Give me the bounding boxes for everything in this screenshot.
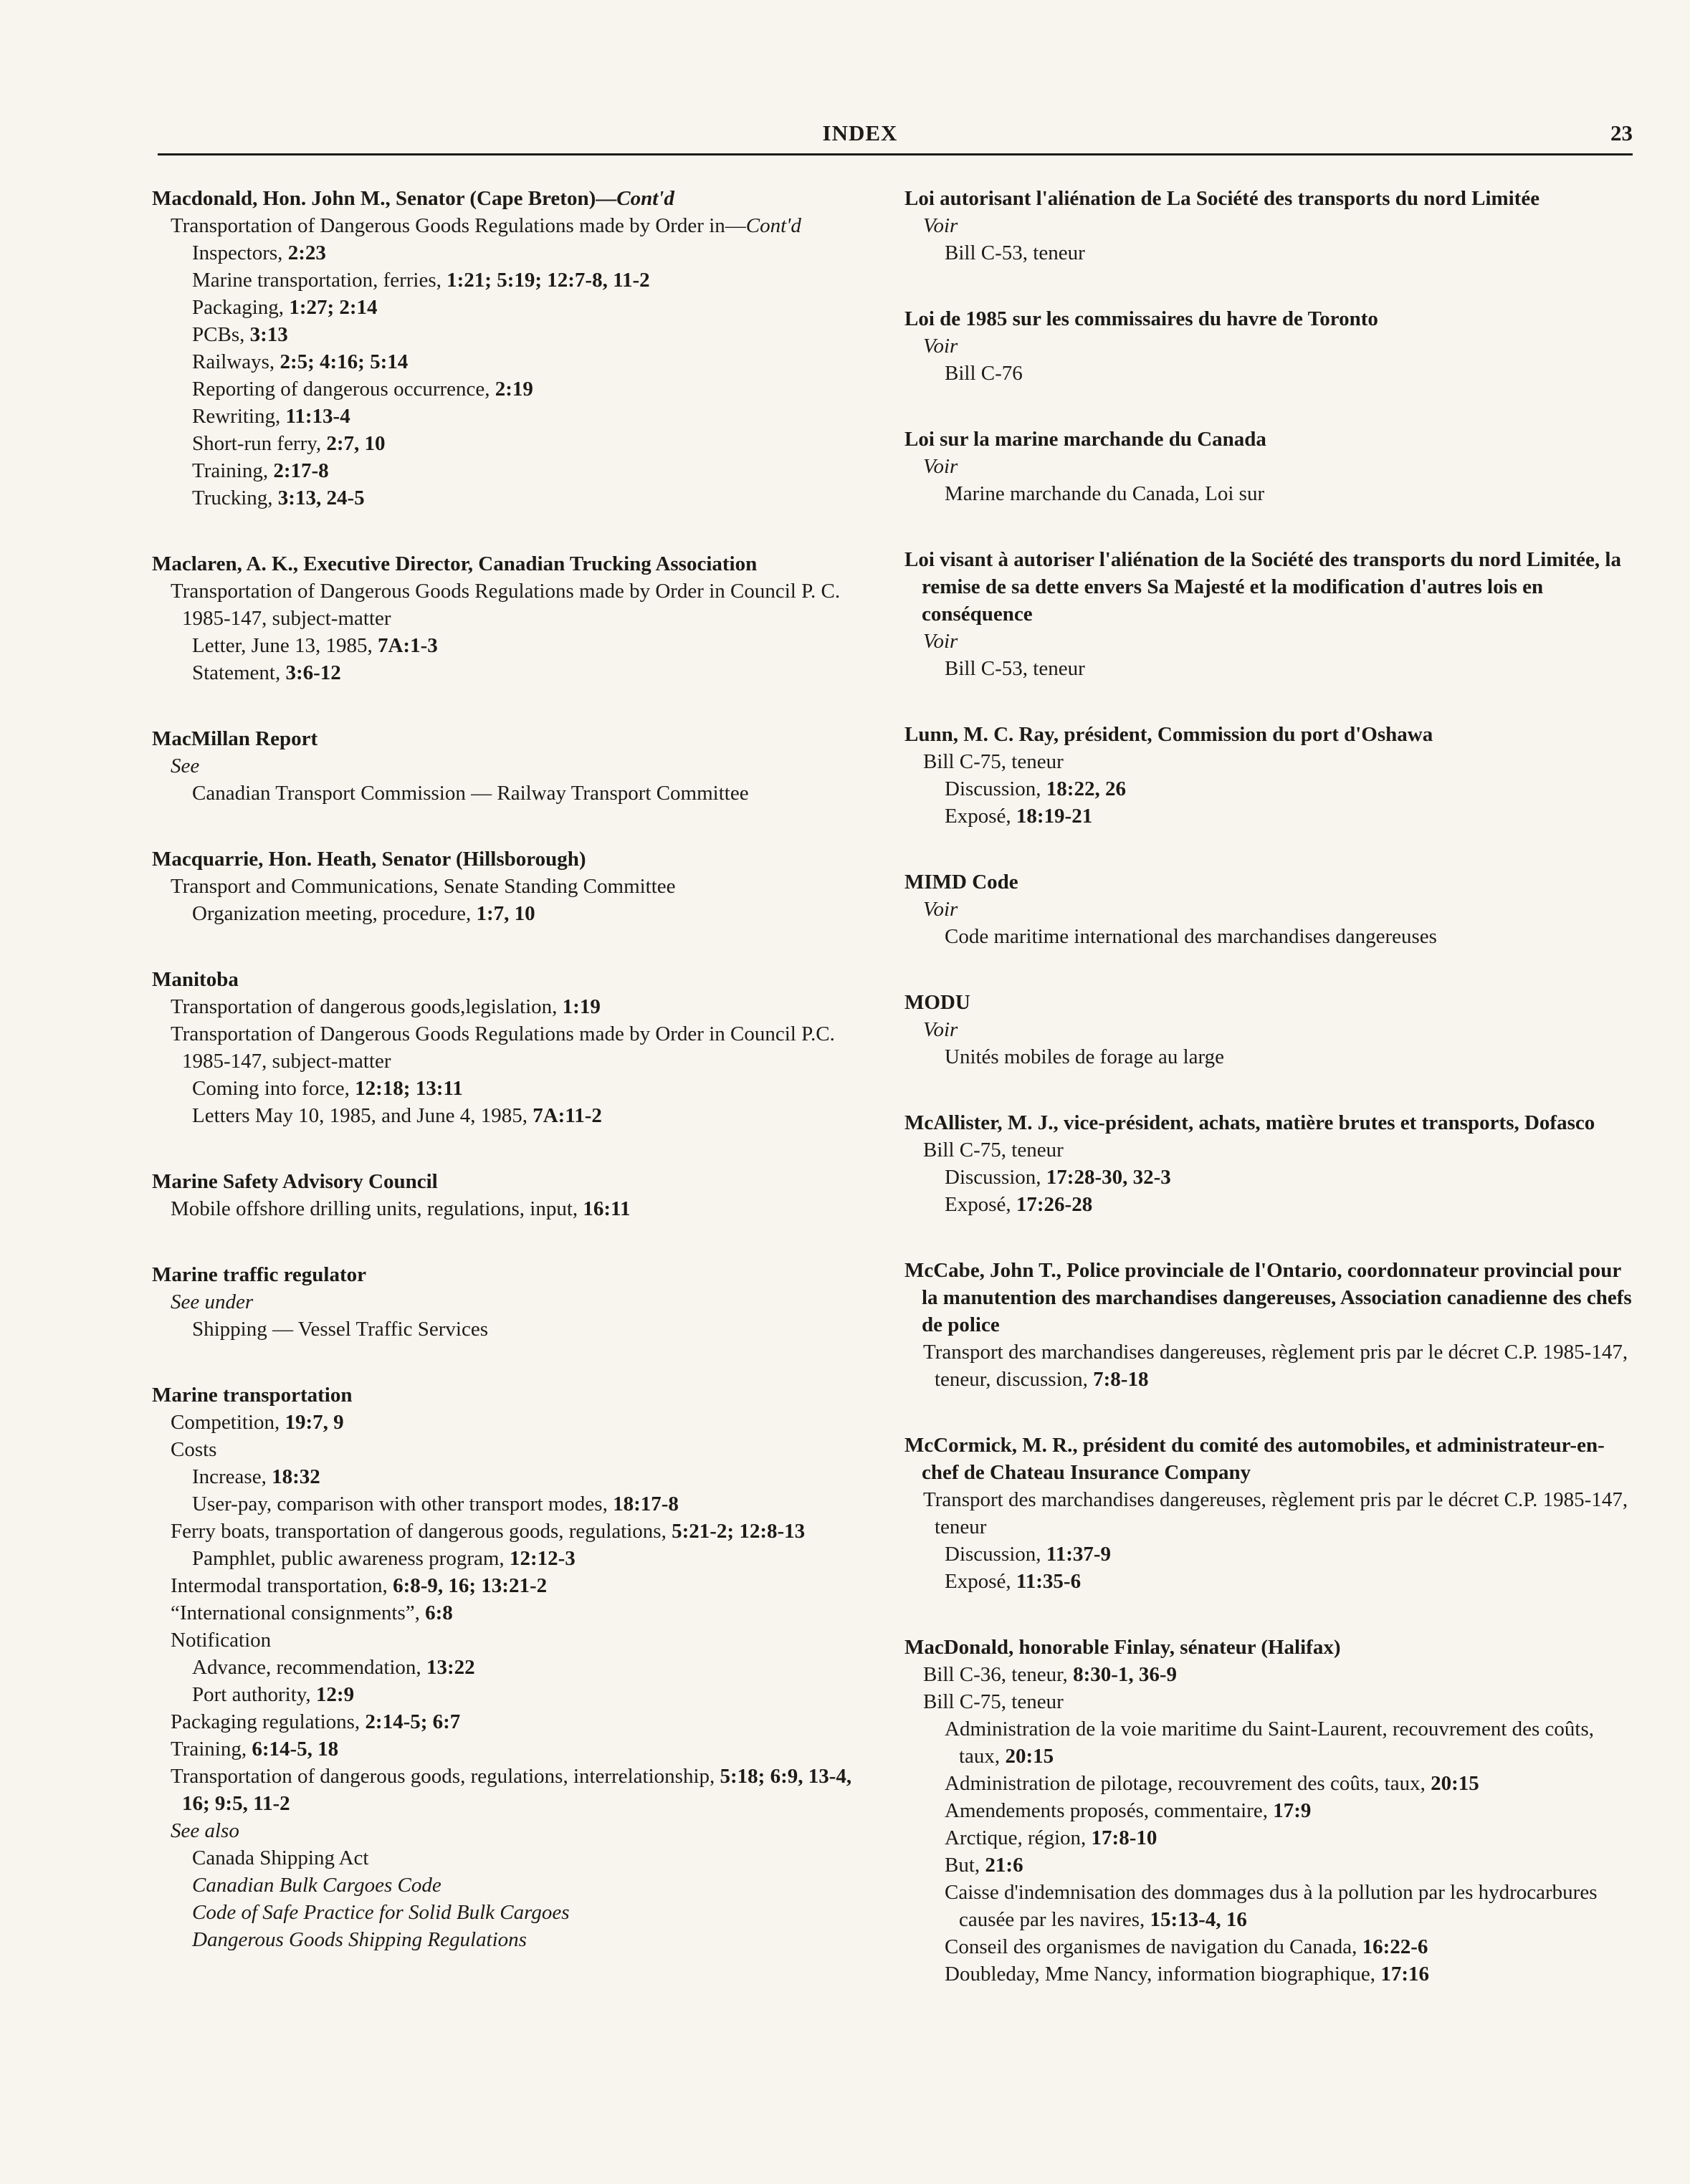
subentry-text: Voir [923,630,958,653]
heading-text: McCabe, John T., Police provinciale de l'Ontario, coordonnateur provincial pour la manutention des marchandises dangereuses, Association canadienne des chefs de police [904,1259,1632,1336]
subentry-text: Transportation of Dangerous Goods Regulations made by Order in— [171,214,746,237]
subentry-text: Administration de pilotage, recouvrement des coûts, taux, [945,1772,1431,1795]
index-entry [152,185,876,512]
subentry-text: Training, [192,459,274,482]
subentry-text: See also [171,1819,239,1842]
subentry-text: Arctique, région, [945,1826,1092,1849]
index-entry-heading [152,966,876,993]
subentry-text: Coming into force, [192,1077,355,1100]
index-entry-heading [152,1168,876,1195]
subentry-text: Notification [171,1629,272,1652]
subentry [904,1688,1633,1715]
subentry [152,1572,876,1599]
page-reference: 11:13-4 [285,405,350,428]
page-reference: 13:22 [426,1656,475,1679]
subentry [904,1797,1633,1824]
heading-text: Lunn, M. C. Ray, président, Commission du port d'Oshawa [904,723,1433,746]
subentry-text: Bill C-36, teneur, [923,1663,1074,1686]
subentry-text: Bill C-53, teneur [945,657,1085,680]
subentry [152,212,876,239]
subentry-text: Conseil des organismes de navigation du Canada, [945,1935,1362,1958]
subentry-text: Shipping — Vessel Traffic Services [192,1318,488,1341]
subentry [152,1844,876,1872]
page-reference: 3:13, 24-5 [277,487,365,509]
index-entry [904,546,1633,682]
heading-text: McAllister, M. J., vice-président, achats, matière brutes et transports, Dofasco [904,1111,1595,1134]
heading-text: MIMD Code [904,871,1018,894]
heading-text: Marine transportation [152,1384,353,1407]
heading-text: Loi de 1985 sur les commissaires du havre de Toronto [904,307,1378,330]
subentry-text: Amendements proposés, commentaire, [945,1799,1274,1822]
index-entry-heading [904,1634,1633,1661]
subentry [152,430,876,457]
subentry-text: Intermodal transportation, [171,1574,393,1597]
heading-text: Macdonald, Hon. John M., Senator (Cape Breton)— [152,187,617,210]
subentry [904,1770,1633,1797]
subentry-text: Code maritime international des marchandises dangereuses [945,925,1437,948]
subentry [152,1102,876,1129]
page-reference: 15:13-4, 16 [1150,1908,1247,1931]
subentry [152,348,876,375]
index-entry-heading [152,550,876,578]
subentry [152,1627,876,1654]
page-reference: 17:26-28 [1016,1193,1093,1216]
page-reference: 21:6 [985,1854,1023,1877]
subentry [904,923,1633,950]
subentry [152,1195,876,1222]
heading-text: Loi sur la marine marchande du Canada [904,428,1266,451]
page-number: 23 [1610,120,1633,145]
subentry [904,1486,1633,1541]
subentry-text: Administration de la voie maritime du Saint-Laurent, recouvrement des coûts, taux, [945,1718,1594,1768]
index-entry-heading [152,1381,876,1409]
index-entry [904,1634,1633,1988]
index-entry-heading [904,305,1633,332]
page-reference: 17:16 [1380,1963,1429,1986]
page-reference: 12:12-3 [509,1547,576,1570]
page-reference: 16:22-6 [1362,1935,1428,1958]
subentry-text: Transportation of dangerous goods,legislation, [171,995,563,1018]
page-reference: 2:19 [495,378,533,401]
subentry-text: Short-run ferry, [192,432,327,455]
page-reference: 11:37-9 [1046,1543,1112,1566]
index-entry [152,550,876,686]
subentry-text: Letters May 10, 1985, and June 4, 1985, [192,1104,533,1127]
right-column [904,185,1633,2026]
subentry [152,578,876,632]
page-reference: 5:21-2; 12:8-13 [672,1520,806,1543]
index-entry [904,185,1633,267]
page-reference: 17:8-10 [1091,1826,1157,1849]
subentry-text: Voir [923,335,958,358]
index-entry-heading [904,868,1633,896]
subentry [152,659,876,686]
subentry [152,993,876,1020]
subentry [904,1824,1633,1852]
subentry [152,294,876,321]
index-entry [904,721,1633,830]
heading-text: Manitoba [152,968,239,991]
page-reference: 6:14-5, 18 [252,1738,339,1761]
subentry [904,1933,1633,1960]
page-reference: 7A:1-3 [377,634,438,657]
cross-reference [904,628,1633,655]
subentry-text: Statement, [192,661,286,684]
subentry-text: Organization meeting, procedure, [192,902,477,925]
subentry-text: Reporting of dangerous occurrence, [192,378,495,401]
page-reference: 2:14-5; 6:7 [365,1710,461,1733]
subentry [904,1960,1633,1988]
index-entry-heading [904,426,1633,453]
page-reference: 1:21; 5:19; 12:7-8, 11-2 [447,269,650,292]
index-entry [152,725,876,807]
subentry-text: Dangerous Goods Shipping Regulations [192,1928,527,1951]
page-reference: 3:6-12 [285,661,341,684]
heading-text: MacDonald, honorable Finlay, sénateur (Halifax) [904,1636,1341,1659]
index-entry-heading [152,1261,876,1288]
heading-text: McCormick, M. R., président du comité des automobiles, et administrateur-en-chef de Chateau Insurance Company [904,1434,1605,1484]
subentry-text: Bill C-53, teneur [945,241,1085,264]
page-reference: 2:23 [287,241,326,264]
heading-text: Loi visant à autoriser l'aliénation de la Société des transports du nord Limitée, la remise de sa dette envers Sa Majesté et la modification d'autres lois en conséquence [904,548,1621,626]
subentry-text: “International consignments”, [171,1601,426,1624]
page-header-title: INDEX [822,120,898,145]
continued-marker: Cont'd [745,214,801,237]
index-entry-heading [904,185,1633,212]
subentry [152,900,876,927]
heading-text: MODU [904,991,970,1014]
subentry-text: Increase, [192,1465,272,1488]
index-entry-heading [152,725,876,752]
subentry [152,1436,876,1463]
page-reference: 11:35-6 [1016,1570,1082,1593]
index-entry-heading [904,721,1633,748]
subentry-text: Training, [171,1738,252,1761]
subentry [152,1463,876,1490]
page-reference: 2:5; 4:16; 5:14 [280,350,409,373]
index-entry [152,1381,876,1953]
index-entry [904,305,1633,387]
page-reference: 1:27; 2:14 [289,296,378,319]
subentry-text: Discussion, [945,1166,1046,1189]
page-reference: 7:8-18 [1093,1368,1149,1391]
subentry-text: See under [171,1290,254,1313]
index-entry [904,868,1633,950]
subentry-text: Bill C-75, teneur [923,1690,1064,1713]
subentry-text: But, [945,1854,985,1877]
subentry [152,403,876,430]
subentry [904,1164,1633,1191]
subentry-text: Letter, June 13, 1985, [192,634,378,657]
page-reference: 2:7, 10 [326,432,386,455]
heading-text: Macquarrie, Hon. Heath, Senator (Hillsborough) [152,848,586,871]
subentry [904,1852,1633,1879]
subentry [152,1316,876,1343]
subentry-text: Exposé, [945,805,1016,828]
subentry-text: Transport des marchandises dangereuses, règlement pris par le décret C.P. 1985-147, teneur [923,1488,1628,1538]
subentry-text: Unités mobiles de forage au large [945,1045,1225,1068]
subentry-text: Bill C-76 [945,362,1023,385]
cross-reference [152,1899,876,1926]
index-entry [904,989,1633,1071]
heading-continued: Cont'd [616,187,674,210]
subentry [904,1715,1633,1770]
subentry-text: Transportation of dangerous goods, regulations, interrelationship, [171,1765,720,1788]
subentry [152,1075,876,1102]
cross-reference [904,212,1633,239]
index-entry-heading [904,1432,1633,1486]
subentry-text: Trucking, [192,487,278,509]
page-reference: 2:17-8 [273,459,329,482]
subentry [152,1763,876,1817]
page-reference: 8:30-1, 36-9 [1073,1663,1178,1686]
subentry [152,1654,876,1681]
left-column [152,185,876,1992]
index-entry-heading [152,185,876,212]
subentry [152,484,876,512]
subentry [904,1568,1633,1595]
heading-text: Marine Safety Advisory Council [152,1170,438,1193]
page-reference: 12:18; 13:11 [355,1077,463,1100]
page-reference: 18:19-21 [1016,805,1093,828]
index-entry-heading [904,989,1633,1016]
index-entry [904,1432,1633,1595]
cross-reference [904,332,1633,360]
subentry-text: Port authority, [192,1683,316,1706]
cross-reference [152,1288,876,1316]
subentry [152,1681,876,1708]
subentry-text: Canadian Transport Commission — Railway Transport Committee [192,782,749,805]
page-reference: 7A:11-2 [533,1104,602,1127]
subentry [904,1338,1633,1393]
subentry-text: Packaging regulations, [171,1710,366,1733]
subentry-text: Bill C-75, teneur [923,1139,1064,1162]
subentry-text: Voir [923,214,958,237]
subentry [904,655,1633,682]
page-reference: 6:8-9, 16; 13:21-2 [393,1574,548,1597]
subentry-text: Canada Shipping Act [192,1847,369,1869]
subentry [904,1661,1633,1688]
subentry [904,1043,1633,1071]
subentry [904,1541,1633,1568]
index-entry-heading [904,1257,1633,1338]
page-reference: 17:28-30, 32-3 [1046,1166,1171,1189]
heading-text: Loi autorisant l'aliénation de La Société des transports du nord Limitée [904,187,1540,210]
subentry [152,457,876,484]
subentry [152,1735,876,1763]
cross-reference [904,453,1633,480]
subentry-text: Advance, recommendation, [192,1656,426,1679]
subentry-text: Canadian Bulk Cargoes Code [192,1874,441,1897]
cross-reference [152,1817,876,1844]
subentry-text: Competition, [171,1411,285,1434]
subentry [904,1191,1633,1218]
page-reference: 5:18; 6:9, 13-4, 16; 9:5, 11-2 [182,1765,852,1815]
cross-reference [152,1872,876,1899]
subentry [152,239,876,267]
index-entry [904,426,1633,507]
index-entry [904,1109,1633,1218]
subentry-text: Railways, [192,350,280,373]
subentry-text: Inspectors, [192,241,288,264]
page-reference: 16:11 [583,1197,631,1220]
subentry-text: Rewriting, [192,405,286,428]
subentry-text: Doubleday, Mme Nancy, information biographique, [945,1963,1381,1986]
page-reference: 18:22, 26 [1046,777,1126,800]
subentry-text: Voir [923,1018,958,1041]
subentry-text: Costs [171,1438,217,1461]
subentry [904,360,1633,387]
index-entry [904,1257,1633,1393]
subentry-text: Voir [923,898,958,921]
subentry [904,1136,1633,1164]
page-reference: 12:9 [315,1683,355,1706]
subentry-text: Transport and Communications, Senate Standing Committee [171,875,676,898]
subentry-text: Marine transportation, ferries, [192,269,447,292]
subentry-text: Caisse d'indemnisation des dommages dus à la pollution par les hydrocarbures causée par les navires, [945,1881,1598,1931]
subentry [904,239,1633,267]
index-entry-heading [904,1109,1633,1136]
subentry-text: Marine marchande du Canada, Loi sur [945,482,1265,505]
subentry-text: Exposé, [945,1570,1016,1593]
subentry [152,321,876,348]
cross-reference [152,752,876,780]
page-reference: 17:9 [1273,1799,1312,1822]
page-reference: 18:17-8 [613,1493,679,1515]
page-reference: 1:19 [562,995,601,1018]
cross-reference [152,1926,876,1953]
heading-text: Maclaren, A. K., Executive Director, Canadian Trucking Association [152,552,758,575]
subentry [152,1409,876,1436]
subentry [152,780,876,807]
subentry [904,748,1633,775]
page-reference: 19:7, 9 [285,1411,344,1434]
subentry-text: Exposé, [945,1193,1016,1216]
index-entry [152,846,876,927]
subentry [152,873,876,900]
subentry [152,1490,876,1518]
subentry [152,267,876,294]
index-entry-heading [904,546,1633,628]
page-reference: 18:32 [272,1465,320,1488]
subentry [904,1879,1633,1933]
subentry-text: Transportation of Dangerous Goods Regulations made by Order in Council P.C. 1985-147, subject-matter [171,1022,835,1073]
subentry-text: Mobile offshore drilling units, regulations, input, [171,1197,583,1220]
subentry [152,1599,876,1627]
cross-reference [904,896,1633,923]
subentry-text: Ferry boats, transportation of dangerous goods, regulations, [171,1520,672,1543]
page-reference: 3:13 [249,323,288,346]
subentry-text: Bill C-75, teneur [923,750,1064,773]
subentry [904,480,1633,507]
index-entry-heading [152,846,876,873]
header-rule [158,153,1633,155]
subentry-text: Transport des marchandises dangereuses, règlement pris par le décret C.P. 1985-147, teneur, discussion, [923,1341,1628,1391]
page-reference: 20:15 [1431,1772,1479,1795]
subentry-text: PCBs, [192,323,250,346]
subentry-text: Packaging, [192,296,290,319]
page-reference: 1:7, 10 [476,902,535,925]
index-entry [152,1261,876,1343]
subentry-text: User-pay, comparison with other transport modes, [192,1493,614,1515]
subentry-text: Discussion, [945,777,1046,800]
subentry-text: See [171,755,200,777]
cross-reference [904,1016,1633,1043]
subentry-text: Transportation of Dangerous Goods Regulations made by Order in Council P. C. 1985-147, subject-matter [171,580,841,630]
subentry [152,632,876,659]
heading-text: Marine traffic regulator [152,1263,367,1286]
index-entry [152,1168,876,1222]
subentry [904,803,1633,830]
index-entry [152,966,876,1129]
subentry [152,375,876,403]
subentry [152,1518,876,1545]
subentry-text: Pamphlet, public awareness program, [192,1547,510,1570]
page-reference: 6:8 [425,1601,453,1624]
subentry-text: Discussion, [945,1543,1046,1566]
page-reference: 20:15 [1005,1745,1054,1768]
heading-text: MacMillan Report [152,727,318,750]
subentry [904,775,1633,803]
subentry-text: Code of Safe Practice for Solid Bulk Cargoes [192,1901,570,1924]
subentry-text: Voir [923,455,958,478]
subentry [152,1708,876,1735]
subentry [152,1545,876,1572]
subentry [152,1020,876,1075]
